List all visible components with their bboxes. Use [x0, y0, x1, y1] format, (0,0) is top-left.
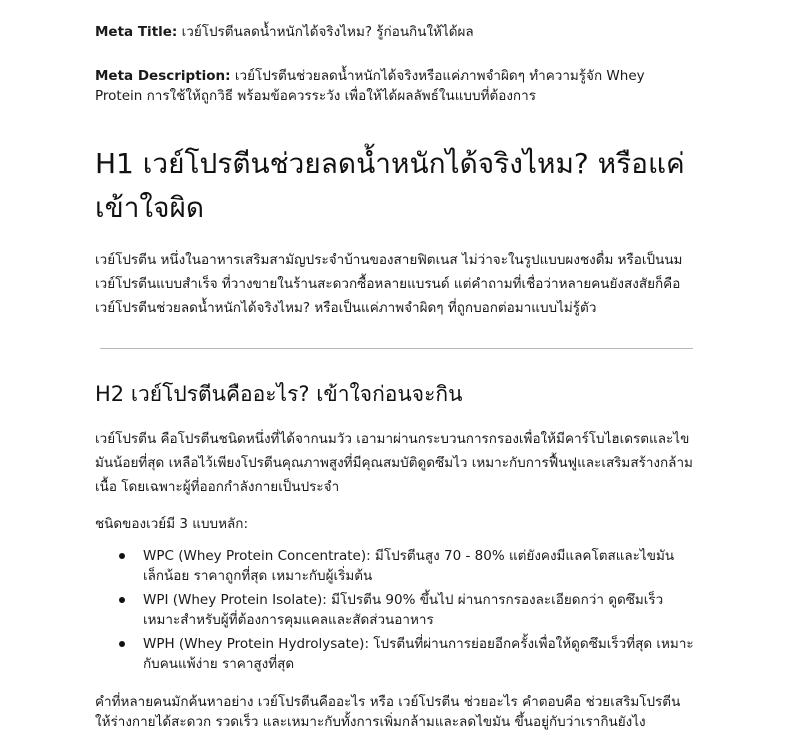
meta-description-label: Meta Description: — [95, 68, 231, 84]
types-list — [95, 546, 695, 674]
list-item — [143, 546, 695, 586]
meta-description — [95, 66, 695, 106]
section-paragraph: เวย์โปรตีน คือโปรตีนชนิดหนึ่งที่ได้จากนมวัว เอามาผ่านกระบวนการกรองเพื่อให้มีคาร์โบไฮเดรตและไขมันน้อยที่สุด เหลือไว้เพียงโปรตีนคุณภาพสูงที่มีคุณสมบัติดูดซึมไว เหมาะกับการฟื้นฟูและเสริมสร้างกล้ามเนื้อ โดยเฉพาะผู้ที่ออกกำลังกายเป็นประจำ — [95, 431, 693, 495]
types-intro: ชนิดของเวย์มี 3 แบบหลัก: — [95, 516, 248, 532]
document-body — [95, 22, 695, 746]
bullet-icon — [119, 641, 125, 647]
meta-title-label: Meta Title: — [95, 24, 178, 40]
heading-h1: H1 เวย์โปรตีนช่วยลดน้ำหนักได้จริงไหม? หรือแค่เข้าใจผิด — [95, 147, 685, 224]
list-item — [143, 634, 695, 674]
meta-description-value: เวย์โปรตีนช่วยลดน้ำหนักได้จริงหรือแค่ภาพจำผิดๆ ทำความรู้จัก Whey Protein การใช้ให้ถูกวิธี พร้อมข้อควรระวัง เพื่อให้ได้ผลลัพธ์ในแบบที่ต้องการ — [95, 68, 645, 104]
list-item-text: WPI (Whey Protein Isolate): มีโปรตีน 90% ขึ้นไป ผ่านการกรองละเอียดกว่า ดูดซึมเร็ว เหมาะสำหรับผู้ที่ต้องการคุมแคลและสัดส่วนอาหาร — [143, 592, 664, 628]
horizontal-divider — [100, 348, 693, 349]
list-item-text: WPH (Whey Protein Hydrolysate): โปรตีนที่ผ่านการย่อยอีกครั้งเพื่อให้ดูดซึมเร็วที่สุด เหมาะกับคนแพ้ง่าย ราคาสูงที่สุด — [143, 636, 694, 672]
meta-title — [95, 22, 695, 42]
bullet-icon — [119, 553, 125, 559]
list-item-text: WPC (Whey Protein Concentrate): มีโปรตีนสูง 70 - 80% แต่ยังคงมีแลคโตสและไขมันเล็กน้อย ราคาถูกที่สุด เหมาะกับผู้เริ่มต้น — [143, 548, 675, 584]
closing-paragraph: คำที่หลายคนมักค้นหาอย่าง เวย์โปรตีนคืออะไร หรือ เวย์โปรตีน ช่วยอะไร คำตอบคือ ช่วยเสริมโปรตีนให้ร่างกายได้สะดวก รวดเร็ว และเหมาะกับทั้งการเพิ่มกล้ามและลดไขมัน ขึ้นอยู่กับว่าเรากินยังไง — [95, 694, 681, 730]
bullet-icon — [119, 597, 125, 603]
meta-title-value: เวย์โปรตีนลดน้ำหนักได้จริงไหม? รู้ก่อนกินให้ได้ผล — [177, 24, 474, 40]
heading-h2: H2 เวย์โปรตีนคืออะไร? เข้าใจก่อนจะกิน — [95, 382, 463, 406]
list-item — [143, 590, 695, 630]
intro-paragraph: เวย์โปรตีน หนึ่งในอาหารเสริมสามัญประจำบ้านของสายฟิตเนส ไม่ว่าจะในรูปแบบผงชงดื่ม หรือเป็นนมเวย์โปรตีนแบบสำเร็จ ที่วางขายในร้านสะดวกซื้อหลายแบรนด์ แต่คำถามที่เชื่อว่าหลายคนยังสงสัยก็คือ เวย์โปรตีนช่วยลดน้ำหนักได้จริงไหม? หรือเป็นแค่ภาพจำผิดๆ ที่ถูกบอกต่อมาแบบไม่รู้ตัว — [95, 252, 683, 316]
